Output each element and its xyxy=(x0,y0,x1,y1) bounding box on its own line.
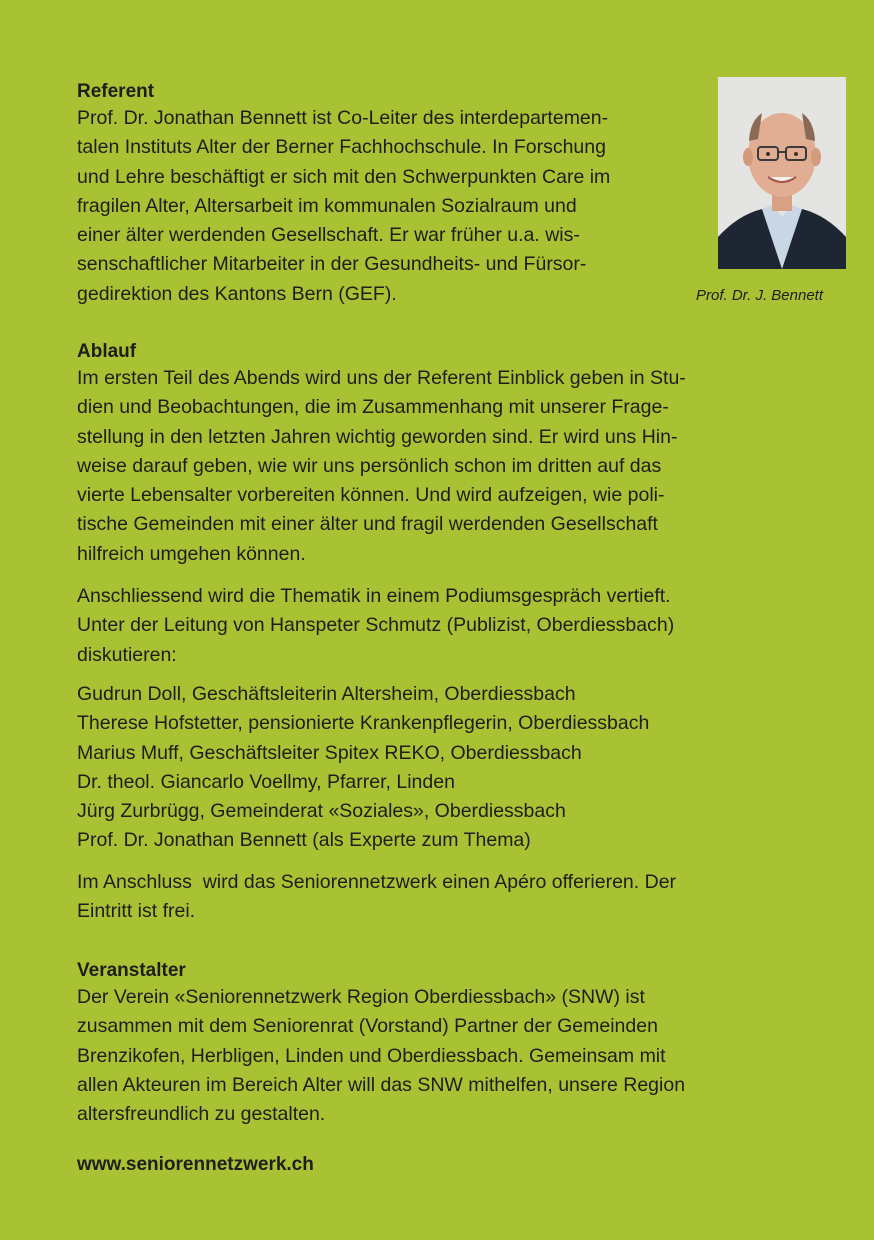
ablauf-paragraph-1 xyxy=(77,364,686,569)
referent-portrait-photo xyxy=(718,77,846,269)
participant-item: Gudrun Doll, Geschäftsleiterin Altersheim, Oberdiessbach xyxy=(77,683,576,705)
ablauf-paragraph-2 xyxy=(77,582,674,670)
text-line: dien und Beobachtungen, die im Zusammenhang mit unserer Frage- xyxy=(77,396,669,419)
participant-item: Prof. Dr. Jonathan Bennett (als Experte zum Thema) xyxy=(77,829,531,852)
veranstalter-text xyxy=(77,983,685,1129)
ablauf-heading: Ablauf xyxy=(77,341,137,362)
text-line: Prof. Dr. Jonathan Bennett ist Co-Leiter des interdepartemen- xyxy=(77,107,609,129)
text-line: talen Instituts Alter der Berner Fachhochschule. In Forschung xyxy=(77,136,606,159)
participant-item: Dr. theol. Giancarlo Voellmy, Pfarrer, Linden xyxy=(77,770,455,793)
participant-list xyxy=(77,680,649,856)
text-line: allen Akteuren im Bereich Alter will das SNW mithelfen, unsere Region xyxy=(77,1073,686,1096)
text-line: vierte Lebensalter vorbereiten können. Und wird aufzeigen, wie poli- xyxy=(77,484,665,507)
text-line: und Lehre beschäftigt er sich mit den Schwerpunkten Care im xyxy=(77,165,611,188)
participant-item: Marius Muff, Geschäftsleiter Spitex REKO, Oberdiessbach xyxy=(77,741,582,764)
referent-heading: Referent xyxy=(77,81,155,102)
text-line: altersfreundlich zu gestalten. xyxy=(77,1103,326,1126)
text-line: einer älter werdenden Gesellschaft. Er war früher u.a. wis- xyxy=(77,224,580,247)
text-line: weise darauf geben, wie wir uns persönlich schon im dritten auf das xyxy=(77,454,662,477)
text-line: senschaftlicher Mitarbeiter in der Gesundheits- und Fürsor- xyxy=(77,253,587,276)
veranstalter-heading: Veranstalter xyxy=(77,960,186,981)
text-line: Im ersten Teil des Abends wird uns der Referent Einblick geben in Stu- xyxy=(77,367,686,389)
website-link[interactable]: www.seniorennetzwerk.ch xyxy=(77,1154,314,1175)
photo-caption: Prof. Dr. J. Bennett xyxy=(696,287,823,304)
text-line: fragilen Alter, Altersarbeit im kommunalen Sozialraum und xyxy=(77,194,577,217)
text-line: Anschliessend wird die Thematik in einem Podiumsgespräch vertieft. xyxy=(77,585,671,607)
text-line: tische Gemeinden mit einer älter und fragil werdenden Gesellschaft xyxy=(77,513,658,536)
participant-item: Therese Hofstetter, pensionierte Krankenpflegerin, Oberdiessbach xyxy=(77,712,650,735)
text-line: Im Anschluss wird das Seniorennetzwerk einen Apéro offerieren. Der xyxy=(77,871,677,893)
text-line: zusammen mit dem Seniorenrat (Vorstand) Partner der Gemeinden xyxy=(77,1015,658,1038)
text-line: gedirektion des Kantons Bern (GEF). xyxy=(77,282,397,305)
portrait-illustration xyxy=(718,77,846,269)
text-line: stellung in den letzten Jahren wichtig geworden sind. Er wird uns Hin- xyxy=(77,425,678,448)
text-line: Eintritt ist frei. xyxy=(77,900,196,923)
text-line: Unter der Leitung von Hanspeter Schmutz (Publizist, Oberdiessbach) xyxy=(77,614,675,637)
text-line: Der Verein «Seniorennetzwerk Region Oberdiessbach» (SNW) ist xyxy=(77,986,645,1008)
referent-text xyxy=(77,104,610,309)
participant-item: Jürg Zurbrügg, Gemeinderat «Soziales», Oberdiessbach xyxy=(77,800,566,823)
text-line: diskutieren: xyxy=(77,643,177,666)
ablauf-paragraph-3 xyxy=(77,868,676,927)
text-line: hilfreich umgehen können. xyxy=(77,542,306,565)
text-line: Brenzikofen, Herbligen, Linden und Oberdiessbach. Gemeinsam mit xyxy=(77,1044,666,1067)
